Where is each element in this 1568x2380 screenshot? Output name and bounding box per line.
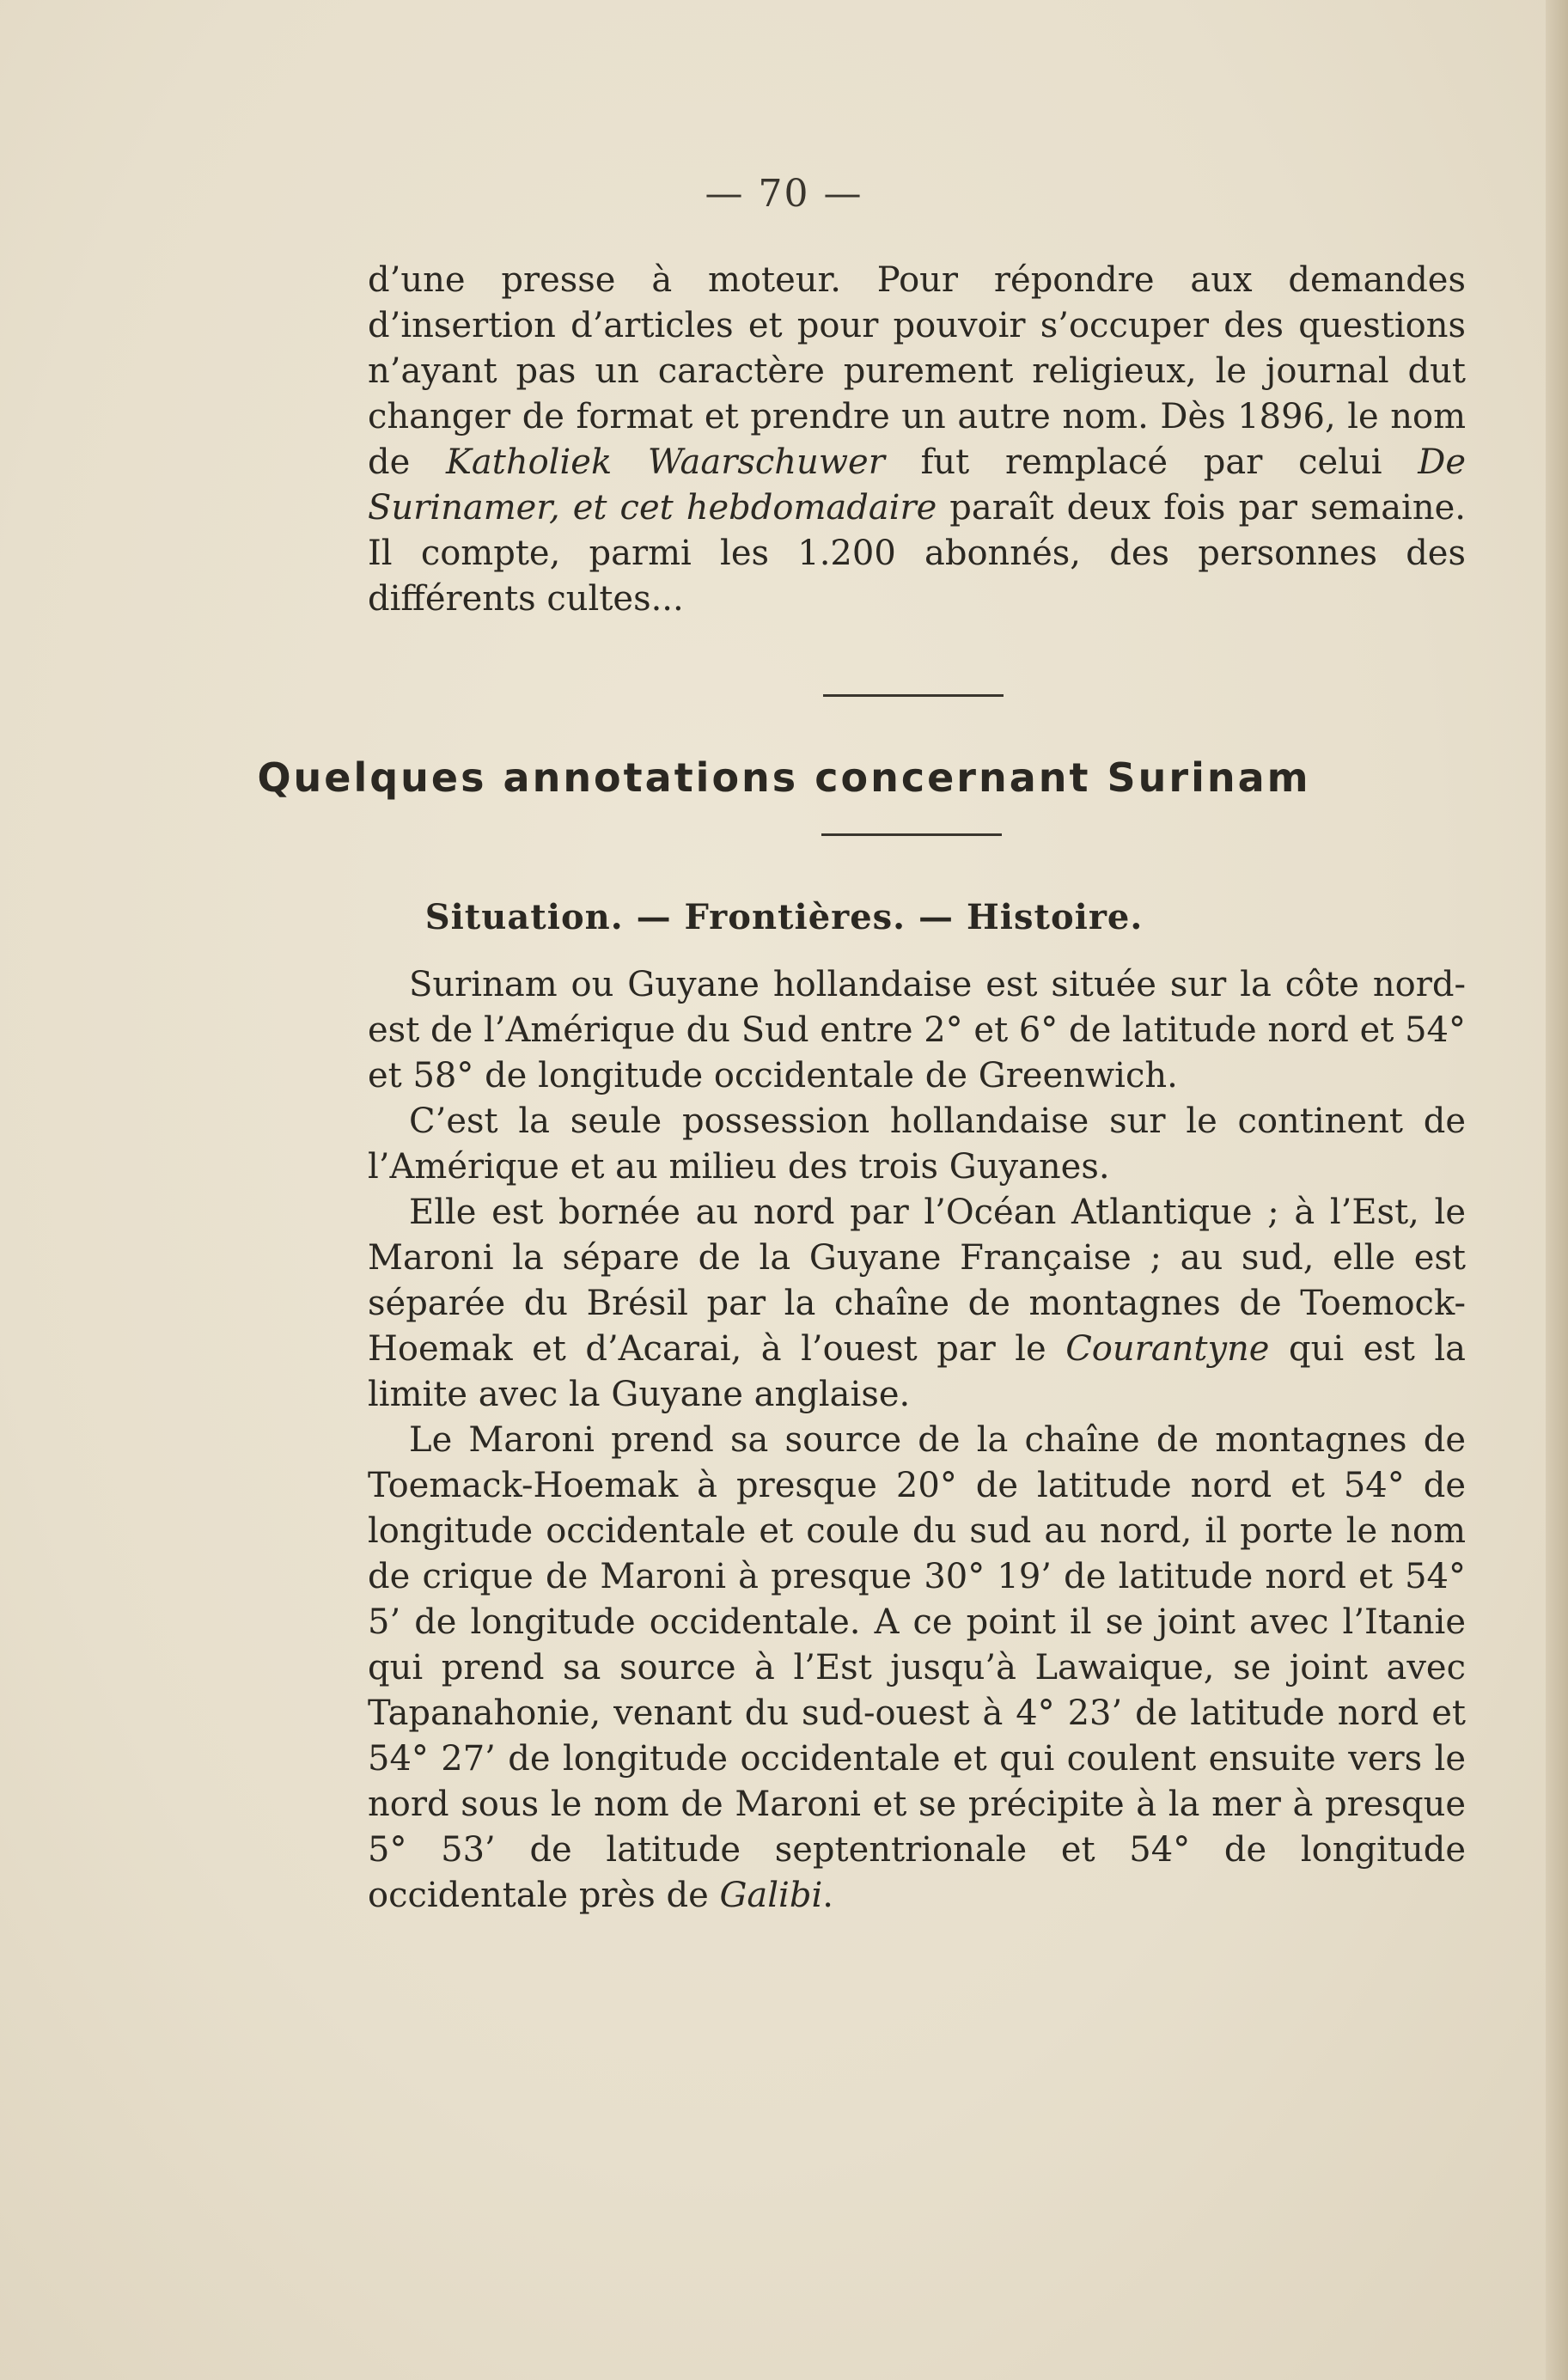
divider-top xyxy=(823,694,1004,697)
page-number: — 70 — xyxy=(705,172,863,216)
intro-paragraph xyxy=(368,258,1466,622)
body-block xyxy=(368,962,1466,1919)
paragraph-3-text-2: qui est la limite avec la Guyane anglaise. xyxy=(368,1329,1466,1414)
section-title: Quelques annotations concernant Surinam xyxy=(257,754,1311,801)
paragraph-3-italic: Courantyne xyxy=(1065,1329,1270,1369)
intro-italic-2: De Surinamer, et cet hebdomadaire xyxy=(368,442,1466,528)
paragraph-4 xyxy=(368,1418,1466,1919)
paragraph-1 xyxy=(368,962,1466,1099)
intro-text-3: paraît deux fois par semaine. Il compte, parmi les 1.200 abonnés, des personnes des différents cultes... xyxy=(368,488,1466,619)
divider-bottom xyxy=(821,833,1002,836)
intro-block xyxy=(368,258,1466,622)
subheading: Situation. — Frontières. — Histoire. xyxy=(424,897,1144,937)
intro-italic-1: Katholiek Waarschuwer xyxy=(446,442,885,482)
page-edge xyxy=(1546,0,1568,2380)
paragraph-4-italic: Galibi xyxy=(719,1876,823,1915)
paragraph-3-text-1: Elle est bornée au nord par l’Océan Atlantique ; à l’Est, le Maroni la sépare de la Guyane Française ; au sud, elle est séparée du Brésil par la chaîne de montagnes de Toemock-Hoemak et d’Acarai, à l’ouest par le xyxy=(368,1193,1466,1369)
intro-text-2: fut remplacé par celui xyxy=(884,442,1419,482)
paragraph-1-text: Surinam ou Guyane hollandaise est située sur la côte nord-est de l’Amérique du Sud entre 2° et 6° de latitude nord et 54° et 58° de longitude occidentale de Greenwich. xyxy=(368,965,1466,1095)
paragraph-3 xyxy=(368,1190,1466,1418)
intro-text-1: d’une presse à moteur. Pour répondre aux demandes d’insertion d’articles et pour pouvoir s’occuper des questions n’ayant pas un caractère purement religieux, le journal dut changer de format et prendre un autre nom. Dès 1896, le nom de xyxy=(368,260,1466,482)
paragraph-2-text: C’est la seule possession hollandaise sur le continent de l’Amérique et au milieu des trois Guyanes. xyxy=(368,1102,1466,1187)
paragraph-4-text-1: Le Maroni prend sa source de la chaîne de montagnes de Toemack-Hoemak à presque 20° de latitude nord et 54° de longitude occidentale et coule du sud au nord, il porte le nom de crique de Maroni à presque 30° 19’ de latitude nord et 54° 5’ de longitude occidentale. A ce point il se joint avec l’Itanie qui prend sa source à l’Est jusqu’à Lawaique, se joint avec Tapanahonie, venant du sud-ouest à 4° 23’ de latitude nord et 54° 27’ de longitude occidentale et qui coulent ensuite vers le nord sous le nom de Maroni et se précipite à la mer à presque 5° 53’ de latitude septentrionale et 54° de longitude occidentale près de xyxy=(368,1420,1466,1915)
paragraph-2 xyxy=(368,1099,1466,1190)
paragraph-4-text-2: . xyxy=(822,1876,833,1915)
